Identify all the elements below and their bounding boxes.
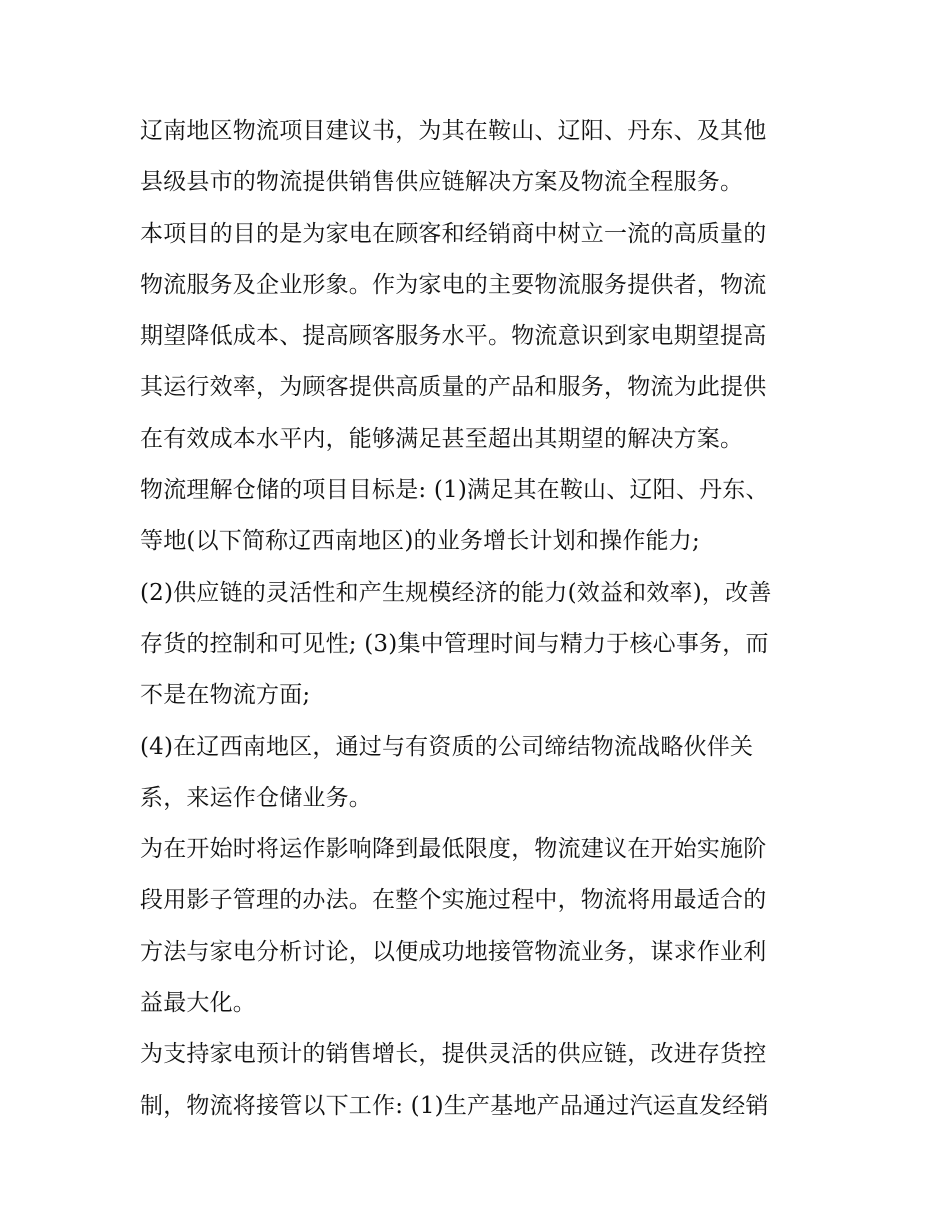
text-line: 在有效成本水平内，能够满足甚至超出其期望的解决方案。	[140, 425, 744, 452]
text-line: (2)供应链的灵活性和产生规模经济的能力(效益和效率)，改善	[140, 579, 772, 606]
text-line: 本项目的目的是为家电在顾客和经销商中树立一流的高质量的	[140, 220, 767, 247]
text-line: 段用影子管理的办法。在整个实施过程中，物流将用最适合的	[140, 887, 767, 914]
text-line: 为在开始时将运作影响降到最低限度，物流建议在开始实施阶	[140, 836, 767, 863]
text-line: 其运行效率，为顾客提供高质量的产品和服务，物流为此提供	[140, 374, 767, 401]
text-line: 物流服务及企业形象。作为家电的主要物流服务提供者，物流	[140, 271, 767, 298]
text-line: 县级县市的物流提供销售供应链解决方案及物流全程服务。	[140, 169, 744, 196]
text-line: 系，来运作仓储业务。	[140, 784, 372, 811]
text-line: 期望降低成本、提高顾客服务水平。物流意识到家电期望提高	[140, 323, 767, 350]
text-line: 制，物流将接管以下工作: (1)生产基地产品通过汽运直发经销	[140, 1092, 769, 1119]
text-line: 方法与家电分析讨论，以便成功地接管物流业务，谋求作业利	[140, 938, 767, 965]
text-line: 益最大化。	[140, 990, 256, 1017]
text-line: 辽南地区物流项目建议书，为其在鞍山、辽阳、丹东、及其他	[140, 118, 767, 144]
text-line: 为支持家电预计的销售增长，提供灵活的供应链，改进存货控	[140, 1041, 767, 1068]
text-line: 等地(以下简称辽西南地区)的业务增长计划和操作能力;	[140, 528, 700, 555]
text-line: 存货的控制和可见性; (3)集中管理时间与精力于核心事务，而	[140, 630, 769, 657]
document-body-text	[140, 106, 820, 1132]
text-line: (4)在辽西南地区，通过与有资质的公司缔结物流战略伙伴关	[140, 733, 754, 760]
text-line: 不是在物流方面;	[140, 682, 311, 709]
text-line: 物流理解仓储的项目目标是: (1)满足其在鞍山、辽阳、丹东、	[140, 477, 769, 504]
